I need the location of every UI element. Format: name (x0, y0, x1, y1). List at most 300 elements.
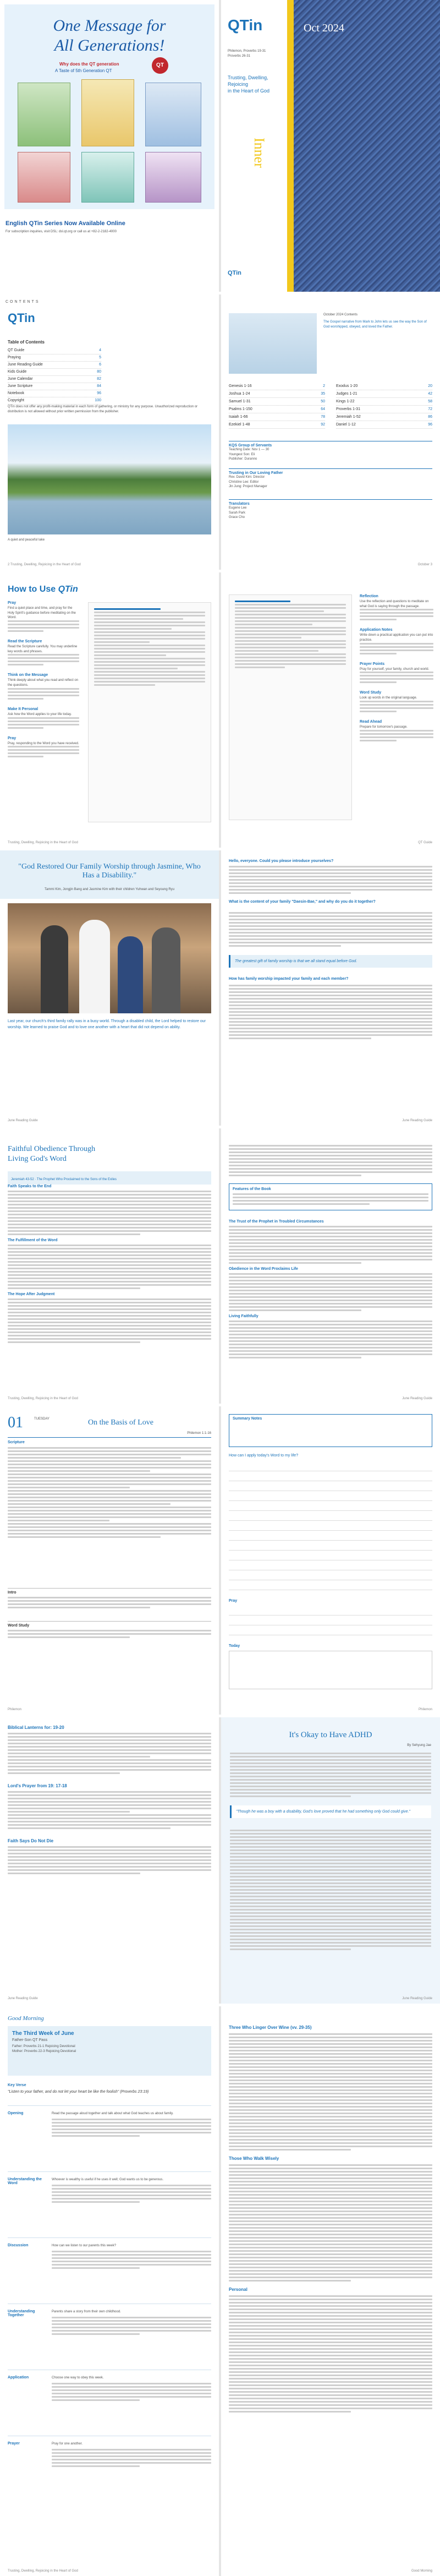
toc-page: 84 (97, 384, 101, 388)
foot-left (8, 563, 81, 566)
toc-page: 100 (95, 399, 101, 402)
book-row (336, 413, 432, 421)
translators-box (229, 499, 432, 520)
book-row (229, 421, 325, 429)
text-lines (229, 2295, 432, 2413)
toc-list (8, 347, 101, 405)
howto-logo: QTin (58, 585, 78, 594)
promo-title-2: All Generations! (54, 36, 165, 54)
gm-row-body (52, 2310, 211, 2364)
quote-box-text: The greatest gift of family worship is that we all stand equal before God. (235, 959, 358, 963)
daily-left (0, 1406, 219, 1715)
book-name: Proverbs 1-31 (336, 407, 360, 411)
word-study-heading: Word Study (8, 1624, 30, 1628)
book-name: Kings 1-22 (336, 400, 355, 403)
howto-item-text: Use the reflection and questions to meditate on what God is saying through the passage. (360, 600, 429, 608)
foot-left: Trusting, Dwelling, Rejoicing in the Heart of God (8, 841, 78, 844)
howto-right-items (360, 594, 433, 749)
promo-banner (4, 4, 215, 209)
howto-item (360, 720, 433, 741)
book-cover-3 (145, 83, 201, 146)
text-lines (52, 2383, 211, 2401)
book-page: 35 (321, 392, 325, 396)
spread-reading-guide (0, 1128, 440, 1404)
band-sub: Father-Son QT Pass (12, 2038, 48, 2042)
series-title: English QTin Series Now Available Online (6, 220, 125, 227)
book-cover-4 (18, 152, 70, 203)
toc-label: June Scripture (8, 384, 33, 388)
spread-how-to (0, 572, 440, 848)
gm-row-text: Pray for one another. (52, 2442, 83, 2446)
verses-heading: Scripture (8, 1440, 25, 1444)
pray-label: Pray (229, 1599, 238, 1603)
text-lines (8, 688, 79, 700)
toc-page: 4 (99, 348, 101, 352)
toc-label: Kids Guide (8, 370, 27, 374)
books-list (229, 383, 432, 429)
howto-item-title: Reflection (360, 594, 378, 598)
cover-panel (221, 0, 287, 292)
howto-item-text: Think deeply about what you read and reflect on the questions. (8, 679, 79, 687)
today-label: Today (229, 1644, 240, 1648)
faith-title: Faith Says Do Not Die (8, 1838, 54, 1843)
text-lines (8, 654, 79, 665)
right-label: October 2024 Contents (323, 313, 358, 316)
book-name: Isaiah 1-66 (229, 415, 248, 419)
text-lines (360, 643, 433, 654)
word-study-box (8, 1621, 211, 1640)
contents-right (221, 294, 440, 570)
toc-row (8, 383, 101, 390)
howto-item-title: Read the Scripture (8, 640, 42, 644)
guide-right (221, 1128, 440, 1404)
text-lines (360, 730, 433, 741)
cover-side: Inner (251, 138, 267, 168)
toc-label: Praying (8, 356, 21, 359)
gm-rows (8, 2105, 211, 2502)
toc-label: June Calendar (8, 377, 33, 381)
verses-body (8, 1447, 211, 1540)
foot-right: Good Morning (411, 2569, 432, 2573)
book-row (229, 413, 325, 421)
notes-body (8, 1733, 211, 1776)
person (152, 927, 180, 1013)
right-q3: How has family worship impacted your family and each member? (229, 977, 349, 981)
gm-row-label: Application (8, 2376, 29, 2379)
quote-sub: Tammi Kim, Jongjin Bang and Jasmine Kim with their children Yuhwan and Seyoung Ryu (44, 888, 174, 891)
adhd-body-2 (230, 1830, 431, 1952)
toc-page: 5 (99, 356, 101, 359)
book-page: 92 (321, 423, 325, 427)
gm-row-label: Opening (8, 2111, 24, 2115)
person (79, 920, 110, 1013)
cover-texture (287, 0, 440, 292)
features-title: Features of the Book (233, 1187, 271, 1191)
day-rule (8, 1437, 211, 1438)
toc-row (8, 397, 101, 405)
toc-row (8, 347, 101, 354)
contents-photo (8, 424, 211, 534)
right-body-2 (229, 912, 432, 948)
cover-tagline-3: in the Heart of God (228, 88, 270, 94)
right-body-3 (229, 985, 432, 1041)
howto-right (221, 572, 440, 848)
contents-left (0, 294, 219, 570)
gm-row (8, 2237, 211, 2304)
gm-row-body (52, 2244, 211, 2298)
info-line: Father: Proverbs 21-1 Rejoicing Devotional (12, 2045, 75, 2048)
testimony-left (0, 850, 219, 1126)
howto-item-text: Read the Scripture carefully. You may underline key words and phrases. (8, 645, 78, 653)
adhd-body-1 (230, 1753, 431, 1799)
lord-title: Lord's Prayer from 19: 17-18 (8, 1783, 67, 1788)
gm-row (8, 2370, 211, 2436)
text-lines (8, 1191, 211, 1235)
howto-item-title: Think on the Message (8, 673, 48, 678)
testimony-right (221, 850, 440, 1126)
book-page: 96 (428, 423, 432, 427)
text-lines (52, 2251, 211, 2269)
howto-item-title: Pray (8, 736, 16, 740)
toc-label: Notebook (8, 391, 24, 395)
howto-item (360, 662, 433, 684)
person (118, 936, 143, 1013)
foot-left: Trusting, Dwelling, Rejoicing in the Heart of God (8, 1397, 78, 1400)
howto-item-text: Write down a practical application you can put into practice. (360, 634, 433, 642)
guide-right-sections (229, 1216, 432, 1360)
cover-scripture: Philemon, Proverbs 19-31 (228, 50, 266, 53)
toc-label: QT Guide (8, 348, 25, 352)
devo-box (229, 441, 432, 462)
toc-row (8, 376, 101, 383)
toc-row (8, 354, 101, 362)
guide-left (0, 1128, 219, 1404)
book-page: 20 (428, 384, 432, 388)
promo-question: Why does the QT generation (59, 62, 119, 67)
right-q1: Hello, everyone. Could you please introduce yourselves? (229, 859, 334, 863)
cover-month (304, 22, 344, 35)
info-line: Teaching Date: Nov 1 — 30 (229, 448, 270, 451)
daily-right (221, 1406, 440, 1715)
right-body-1 (229, 866, 432, 896)
foot-text: Trusting, Dwelling, Rejoicing in the Heart of God (10, 563, 81, 566)
section-heading: Living Faithfully (229, 1314, 258, 1318)
quote-text: "God Restored Our Family Worship through Jasmine, Who Has a Disability." (18, 863, 201, 880)
guide-right-body (229, 1145, 432, 1178)
features-box (229, 1183, 432, 1210)
howto-heading-text: How to Use (8, 585, 56, 594)
gm-row (8, 2304, 211, 2370)
gm-logo: Good Morning (8, 2015, 44, 2022)
gm-right-heading: Those Who Walk Wisely (229, 2156, 279, 2161)
howto-item-text: Pray for yourself, your family, church and world. (360, 667, 430, 671)
gm-row-text: Choose one way to obey this week. (52, 2376, 104, 2379)
howto-item-text: Find a quiet place and time, and pray for the Holy Spirit's guidance before meditating on the Word. (8, 607, 76, 620)
book-name: Judges 1-21 (336, 392, 358, 396)
toc-note: QTin does not offer any profit-making material in each form of gathering, or ministry for any purpose. Unauthorized reproduction or distribution is not allowed without prior written permission from the publisher. (8, 405, 198, 413)
series-box-title: Trusting in Our Loving Father (229, 471, 283, 475)
gm-right (221, 2006, 440, 2576)
gm-right-heading: Three Who Linger Over Wine (vv. 29-35) (229, 2025, 312, 2030)
book-row (336, 398, 432, 406)
book-row (336, 406, 432, 413)
cover-year-text: 2024 (322, 22, 344, 34)
text-lines (360, 701, 433, 712)
series-sub: For subscription inquiries, visit DSL: dsl.qt.org or call us at +82-2-2182-4000 (6, 230, 117, 233)
toc-label: Copyright (8, 399, 24, 402)
book-page: 86 (428, 415, 432, 419)
book-row (336, 390, 432, 398)
text-lines (52, 2317, 211, 2335)
gm-row-body (52, 2442, 211, 2496)
gm-row-label: Understanding the Word (8, 2177, 42, 2185)
gm-row-text: How can we listen to our parents this week? (52, 2244, 117, 2247)
book-name: Psalms 1-150 (229, 407, 252, 411)
spread-daily (0, 1406, 440, 1715)
howto-item (8, 673, 79, 699)
howto-item (8, 736, 79, 758)
text-lines (229, 2164, 432, 2282)
cover-tagline-1: Trusting, Dwelling, (228, 75, 268, 80)
key-verse-label: Key Verse (8, 2083, 26, 2087)
howto-item (8, 707, 79, 729)
notes-right (221, 1717, 440, 2004)
gm-row (8, 2436, 211, 2502)
summary-box (229, 1414, 432, 1447)
howto-item-title: Prayer Points (360, 662, 385, 666)
text-lines (52, 2119, 211, 2137)
contents-label: CONTENTS (6, 300, 40, 304)
text-lines (8, 620, 79, 632)
adhd-byline: By Sehyung Jae (407, 1744, 431, 1747)
toc-page: 6 (99, 363, 101, 367)
book-page: 64 (321, 407, 325, 411)
section-heading: Obedience in the Word Proclaims Life (229, 1267, 298, 1271)
section-heading: Faith Speaks to the End (8, 1185, 52, 1188)
spread-good-morning (0, 2006, 440, 2576)
howto-item-text: Pray, responding to the Word you have received. (8, 741, 79, 745)
howto-item-text: Ask how the Word applies to your life today. (8, 712, 72, 716)
toc-page: 96 (97, 391, 101, 395)
howto-sample-page-2 (229, 594, 352, 820)
howto-heading (8, 585, 78, 594)
foot-right: QT Guide (418, 841, 432, 844)
contents-thumb (229, 313, 317, 374)
gm-row-text: Read the passage aloud together and talk about what God teaches us about family. (52, 2112, 174, 2115)
summary-title: Summary Notes (233, 1417, 262, 1421)
book-page: 58 (428, 400, 432, 403)
gm-row (8, 2171, 211, 2237)
foot-left: Philemon (8, 1708, 22, 1711)
book-cover-2 (81, 79, 134, 146)
cover-logo-text: QTin (228, 17, 263, 34)
toc-row (8, 390, 101, 397)
spread-contents (0, 294, 440, 570)
gm-right-sections (229, 2020, 432, 2414)
book-row (229, 390, 325, 398)
right-intro: The Gospel narrative from Mark to John lets us see the way the Son of God worshipped, obeyed, and loved the Father. (323, 320, 427, 329)
person (41, 925, 68, 1013)
toc-row (8, 362, 101, 369)
info-line: Publisher: Duranno (229, 457, 257, 461)
testimony-body: Last year, our church's third family rally was in a busy world. Through a disabled child, the Lord helped to restore our worship. We learned to praise God and to love one another with a heart that did not depend on ability. (8, 1019, 206, 1029)
cover-tagline-2: Rejoicing (228, 81, 249, 87)
adhd-quote: "Though he was a boy with a disability, God's love proved that he had something only God could give." (230, 1805, 431, 1818)
text-lines (229, 2033, 432, 2151)
text-lines (52, 2185, 211, 2203)
promo-badge (152, 57, 168, 74)
toc-label: June Reading Guide (8, 363, 43, 367)
howto-item-title: Pray (8, 601, 16, 605)
band-title: The Third Week of June (12, 2031, 74, 2037)
promo-title-1: One Message for (53, 17, 166, 35)
book-cover-6 (145, 152, 201, 203)
book-page: 72 (428, 407, 432, 411)
toc-page: 82 (97, 377, 101, 381)
howto-item (8, 640, 79, 665)
guide-title-1: Faithful Obedience Through (8, 1145, 96, 1153)
howto-left-items (8, 601, 79, 765)
quote-box (229, 955, 432, 968)
apply-prompt: How can I apply today's Word to my life? (229, 1454, 299, 1458)
info-line: Sarah Park (229, 511, 246, 515)
spread-cover (0, 0, 440, 292)
howto-sample-page (88, 602, 211, 822)
foot-right: June Reading Guide (402, 1397, 432, 1400)
howto-item-title: Make It Personal (8, 707, 38, 711)
notes-title: Biblical Lanterns for: 19-20 (8, 1725, 64, 1730)
cover-scripture-2: Proverbs 26-31 (228, 54, 251, 58)
book-page: 50 (321, 400, 325, 403)
promo-badge-label: QT (156, 62, 164, 68)
family-photo (8, 903, 211, 1013)
book-cover-1 (18, 83, 70, 146)
foot-right: Philemon (418, 1708, 432, 1711)
howto-item-text: Look up words in the original language. (360, 696, 417, 700)
gm-row-label: Prayer (8, 2442, 20, 2446)
foot-page-num: 3 (430, 563, 432, 566)
cover-stripe (287, 0, 294, 292)
foot-left: June Reading Guide (8, 1119, 38, 1122)
book-row (229, 383, 325, 390)
guide-title-2: Living God's Word (8, 1155, 67, 1163)
book-page: 78 (321, 415, 325, 419)
section-heading: The Hope After Judgment (8, 1292, 55, 1296)
series-lines (229, 475, 432, 489)
info-line: Christine Lee: Editor (229, 480, 259, 484)
lower-box (8, 1588, 211, 1610)
book-page: 2 (323, 384, 325, 388)
howto-item-title: Word Study (360, 691, 382, 695)
devo-title: KQS Group of Servants (229, 444, 272, 447)
day-number: 01 (8, 1414, 23, 1431)
pray-lines (229, 1606, 432, 1639)
right-q2: What is the content of your family "Daesin-Bae," and why do you do it together? (229, 900, 376, 904)
toc-page: 80 (97, 370, 101, 374)
promo-page (0, 0, 219, 292)
day-title: On the Basis of Love (88, 1418, 153, 1427)
book-row (229, 406, 325, 413)
howto-item (8, 601, 79, 632)
note-lines (229, 1461, 432, 1593)
gm-right-heading: Personal (229, 2287, 248, 2292)
howto-item (360, 628, 433, 654)
info-line: Mother: Proverbs 22-3 Rejoicing Devotional (12, 2049, 76, 2053)
info-line: Jin Jung: Project Manager (229, 485, 267, 489)
faith-body (8, 1846, 211, 1876)
book-name: Samuel 1-31 (229, 400, 251, 403)
foot-text: October (417, 563, 430, 566)
howto-item-title: Read Ahead (360, 720, 382, 724)
howto-item (360, 691, 433, 712)
gm-row (8, 2105, 211, 2171)
band-lines (12, 2044, 207, 2054)
howto-item-text: Prepare for tomorrow's passage. (360, 725, 408, 729)
cover-page (221, 0, 440, 292)
photo-caption: A quiet and peaceful lake (8, 538, 45, 542)
foot-right (418, 563, 432, 566)
notes-left (0, 1717, 219, 2004)
text-lines (8, 746, 79, 757)
text-lines (360, 672, 433, 683)
foot-left: Trusting, Dwelling, Rejoicing in the Heart of God (8, 2569, 78, 2573)
guide-left-sections (8, 1181, 211, 1345)
spread-testimony (0, 850, 440, 1126)
book-row (336, 421, 432, 429)
book-row (229, 398, 325, 406)
book-name: Daniel 1-12 (336, 423, 356, 427)
foot-left: June Reading Guide (8, 1997, 38, 2000)
info-line: Grace Cho (229, 516, 245, 520)
info-line: Youngest Son: Eli (229, 452, 255, 456)
text-lines (229, 1320, 432, 1358)
translators-title: Translators (229, 502, 250, 506)
gm-row-label: Discussion (8, 2244, 29, 2247)
book-name: Joshua 1-24 (229, 392, 250, 396)
lord-body (8, 1791, 211, 1831)
devo-lines (229, 447, 432, 462)
spread-notes (0, 1717, 440, 2004)
info-line: Eugene Lee (229, 506, 247, 510)
info-line: Rev. David Kim: Director (229, 476, 265, 479)
text-lines (229, 1226, 432, 1264)
date-bar-text: Jeremiah 43-52 · The Prophet Who Proclaimed to the Sons of the Exiles (11, 1178, 117, 1181)
cover-logo (228, 17, 262, 34)
toc-title: Table of Contents (8, 340, 45, 345)
foot-page-num: 2 (8, 563, 10, 566)
section-heading: The Trust of the Prophet in Troubled Circumstances (229, 1220, 324, 1224)
text-lines (229, 1273, 432, 1311)
gm-row-body (52, 2111, 211, 2166)
series-box (229, 468, 432, 489)
text-lines (52, 2449, 211, 2467)
foot-right: June Reading Guide (402, 1997, 432, 2000)
cover-footer: QTin (228, 270, 241, 276)
howto-item-title: Application Notes (360, 628, 393, 632)
book-name: Exodus 1-20 (336, 384, 358, 388)
text-lines (8, 717, 79, 729)
text-lines (360, 609, 433, 620)
book-cover-5 (81, 152, 134, 203)
quote-band (0, 850, 219, 899)
howto-left (0, 572, 219, 848)
today-box (229, 1651, 432, 1689)
book-name: Ezekiel 1-48 (229, 423, 250, 427)
gm-row-label: Understanding Together (8, 2310, 35, 2317)
toc-row (8, 369, 101, 376)
gm-row-body (52, 2177, 211, 2232)
lower-heading: Intro (8, 1591, 16, 1595)
